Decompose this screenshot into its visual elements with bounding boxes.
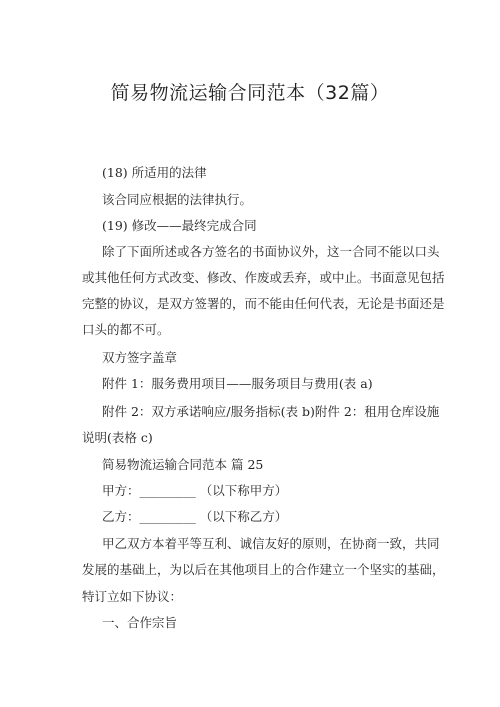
attachment-2-continued: 说明(表格 c): [82, 430, 153, 445]
paragraph-line: 甲乙双方本着平等互利、诚信友好的原则，在协商一致，共同: [102, 536, 440, 551]
paragraph-line: 除了下面所述或各方签名的书面协议外，这一合同不能以口头: [102, 244, 440, 259]
attachment-2: 附件 2：双方承诺响应/服务指标(表 b)附件 2：租用仓库设施: [102, 404, 440, 419]
section-heading-18: (18) 所适用的法律: [102, 165, 207, 180]
attachment-1: 附件 1：服务费用项目——服务项目与费用(表 a): [102, 376, 373, 391]
signature-line: 双方签字盖章: [102, 350, 178, 365]
paragraph-line: 该合同应根据的法律执行。: [102, 192, 253, 207]
section-heading-purpose: 一、合作宗旨: [102, 615, 178, 630]
paragraph-line: 发展的基础上，为以后在其他项目上的合作建立一个坚实的基础，: [82, 562, 445, 577]
paragraph-line: 或其他任何方式改变、修改、作废或丢弃，或中止。书面意见包括: [82, 270, 445, 285]
paragraph-line: 完整的协议，是双方签署的，而不能由任何代表，无论是书面还是: [82, 296, 445, 311]
contract-subtitle: 简易物流运输合同范本 篇 25: [102, 457, 264, 472]
paragraph-line: 口头的都不可。: [82, 322, 170, 337]
document-title: 简易物流运输合同范本（32篇）: [110, 82, 390, 104]
paragraph-line: 特订立如下协议：: [82, 589, 183, 604]
section-heading-19: (19) 修改——最终完成合同: [102, 218, 257, 233]
party-b-line: 乙方：_________ （以下称乙方）: [102, 509, 288, 524]
party-a-line: 甲方：_________ （以下称甲方）: [102, 483, 288, 498]
